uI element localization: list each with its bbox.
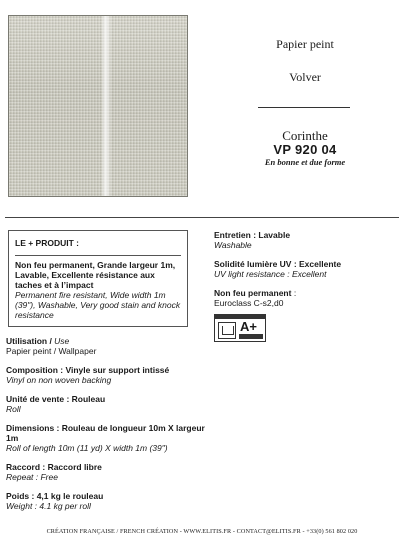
- house-icon: [218, 322, 236, 339]
- spec-label: Unité de vente : Rouleau: [6, 394, 106, 404]
- spec-value-english: Vinyl on non woven backing: [6, 375, 112, 385]
- spec-entretien: [214, 230, 394, 250]
- spec-value-english: Weight : 4.1 kg per roll: [6, 501, 91, 511]
- spec-utilisation: [6, 336, 206, 356]
- footer-contact: CRÉATION FRANÇAISE / FRENCH CRÉATION - WWW.ELITIS.FR - CONTACT@ELITIS.FR - +33(0) 561 802 020: [46, 528, 358, 535]
- spec-composition: [6, 365, 206, 385]
- spec-label: Solidité lumière UV : Excellente: [214, 259, 342, 269]
- euroclass-rating-icon: [214, 314, 266, 342]
- spec-raccord: [6, 462, 206, 482]
- section-divider: [5, 217, 399, 218]
- spec-dimensions: [6, 423, 206, 453]
- spec-value-english: UV light resistance : Excellent: [214, 269, 327, 279]
- rating-scale-bar: [239, 334, 263, 339]
- spec-label: Non feu permanent: [214, 288, 292, 298]
- collection-name: Volver: [289, 70, 321, 84]
- title-divider: [258, 107, 350, 108]
- design-name: Corinthe: [282, 128, 328, 143]
- spec-label-suffix: :: [291, 288, 297, 298]
- highlights-english: Permanent fire resistant, Wide width 1m (39"), Washable, Very good stain and knock resistance: [15, 290, 181, 320]
- highlights-heading: LE + PRODUIT :: [15, 238, 181, 256]
- spec-label: Dimensions : Rouleau de longueur 10m X largeur 1m: [6, 423, 205, 443]
- spec-poids: [6, 491, 206, 511]
- highlights-french: Non feu permanent, Grande largeur 1m, Lavable, Excellente résistance aux taches et à l’impact: [15, 260, 176, 290]
- spec-solidite: [214, 259, 394, 279]
- spec-label: Raccord : Raccord libre: [6, 462, 102, 472]
- spec-value-english: Roll: [6, 404, 21, 414]
- spec-label: Utilisation /: [6, 336, 55, 346]
- product-category: Papier peint: [276, 37, 334, 51]
- spec-value: Papier peint / Wallpaper: [6, 346, 97, 356]
- spec-label: Entretien : Lavable: [214, 230, 291, 240]
- specs-right-column: [214, 230, 394, 342]
- spec-label-english: Use: [54, 336, 70, 346]
- spec-value: Euroclass C-s2,d0: [214, 298, 284, 308]
- product-swatch-image: [8, 15, 188, 197]
- spec-label: Poids : 4,1 kg le rouleau: [6, 491, 104, 501]
- spec-value-english: Washable: [214, 240, 252, 250]
- product-reference: VP 920 04: [273, 142, 337, 157]
- spec-unite: [6, 394, 206, 414]
- specs-left-column: [6, 336, 206, 520]
- spec-label: Composition : Vinyle sur support intissé: [6, 365, 170, 375]
- spec-non-feu: [214, 288, 394, 308]
- spec-value-english: Repeat : Free: [6, 472, 58, 482]
- product-highlights-box: [8, 230, 188, 327]
- quality-tagline: En bonne et due forme: [264, 157, 346, 167]
- spec-value-english: Roll of length 10m (11 yd) X width 1m (39"): [6, 443, 168, 453]
- rating-grade: A+: [240, 319, 257, 334]
